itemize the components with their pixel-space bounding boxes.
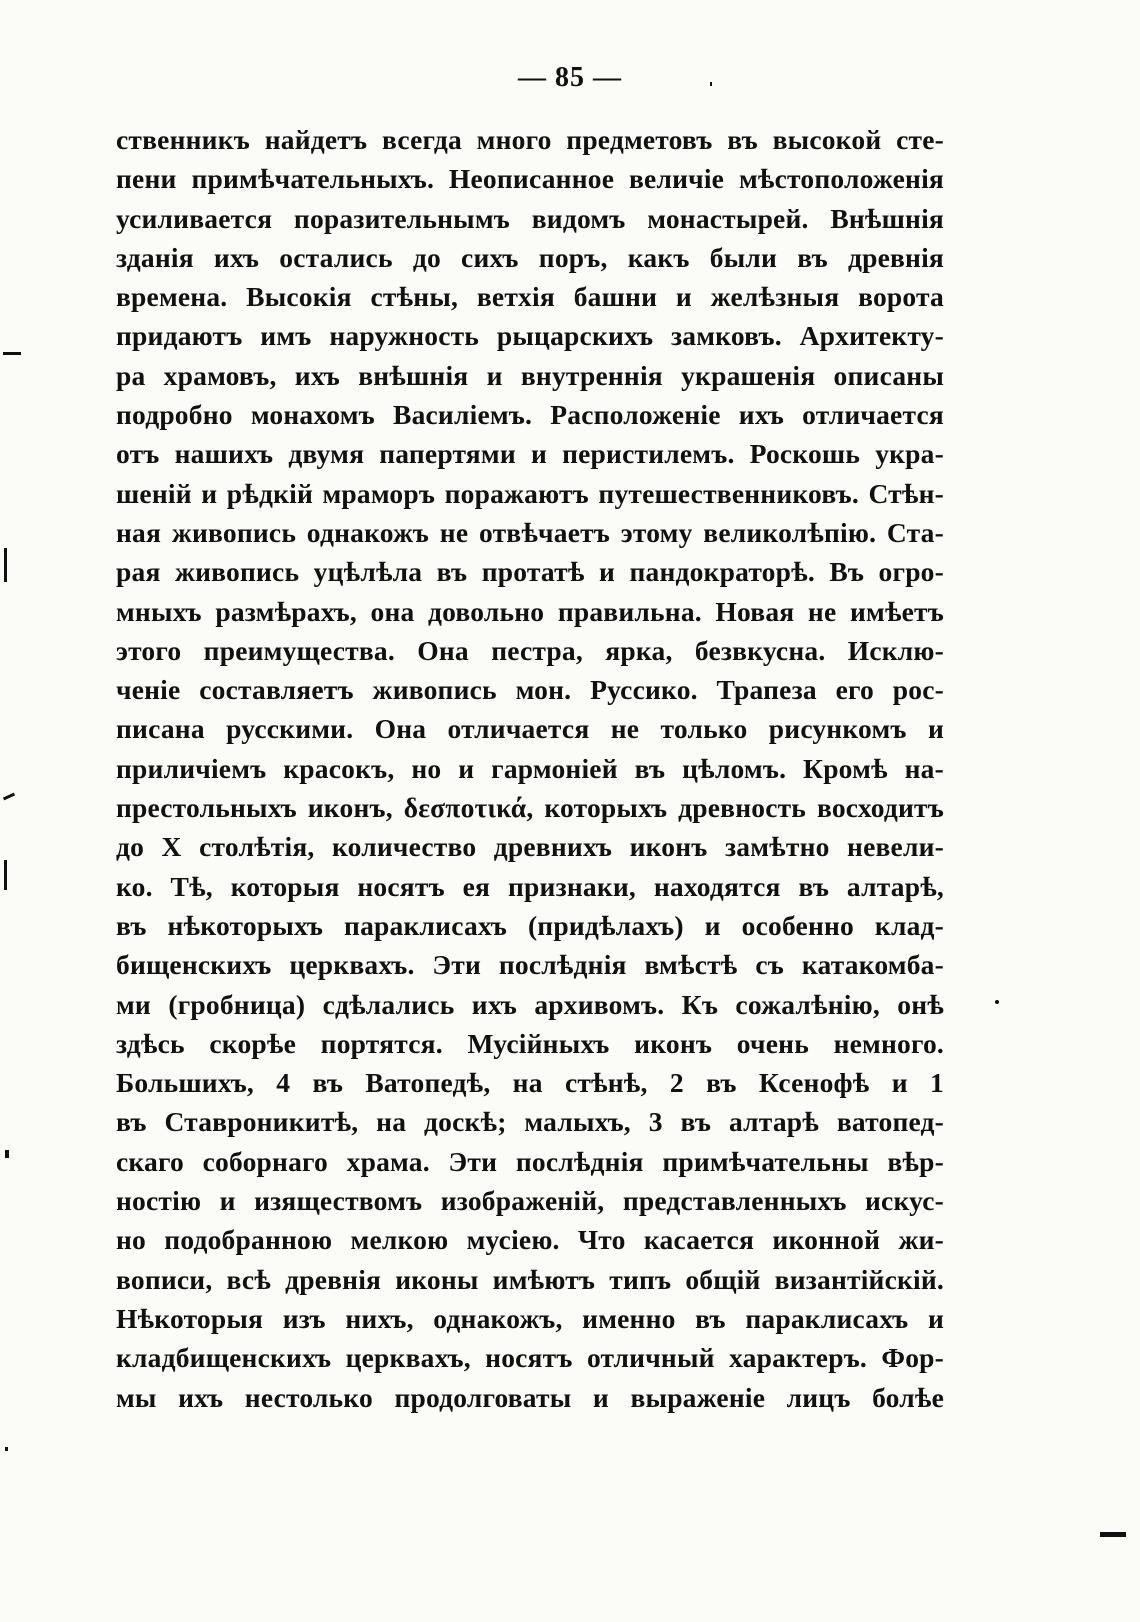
text-line: ная живопись однакожъ не отвѣчаетъ этому великолѣпію. Ста- — [116, 516, 944, 548]
text-line: кладбищенскихъ церквахъ, носятъ отличный характеръ. Фор- — [116, 1342, 944, 1374]
text-line: писана русскими. Она отличается не только рисункомъ и — [116, 713, 944, 745]
text-line: въ Ставроникитѣ, на доскѣ; малыхъ, 3 въ алтарѣ ватопед- — [116, 1106, 944, 1138]
text-line: времена. Высокія стѣны, ветхія башни и желѣзныя ворота — [116, 281, 944, 313]
scan-speck — [1100, 1532, 1126, 1537]
page-number: — 85 — — [518, 62, 622, 93]
text-line: ностію и изяществомъ изображеній, представленныхъ искус- — [116, 1185, 944, 1217]
text-line: ра храмовъ, ихъ внѣшнія и внутреннія украшенія описаны — [116, 359, 944, 391]
scan-speck — [995, 1000, 999, 1004]
text-line: бищенскихъ церквахъ. Эти послѣднія вмѣстѣ съ катакомба- — [116, 949, 944, 981]
text-line: подробно монахомъ Василіемъ. Расположеніе ихъ отличается — [116, 399, 944, 431]
text-line: мы ихъ нестолько продолговаты и выраженіе лицъ болѣе — [116, 1381, 944, 1413]
text-line: ми (гробница) сдѣлались ихъ архивомъ. Къ сожалѣнію, онѣ — [116, 988, 944, 1020]
scan-speck — [710, 82, 712, 86]
scan-speck — [3, 352, 21, 355]
text-line: Нѣкоторыя изъ нихъ, однакожъ, именно въ параклисахъ и — [116, 1302, 944, 1334]
scan-speck — [4, 860, 7, 890]
scan-speck — [4, 548, 7, 582]
scan-speck — [3, 793, 15, 801]
text-line: шеній и рѣдкій мраморъ поражаютъ путешественниковъ. Стѣн- — [116, 477, 944, 509]
text-line: отъ нашихъ двумя папертями и перистилемъ. Роскошь укра- — [116, 438, 944, 470]
text-line: въ нѣкоторыхъ параклисахъ (придѣлахъ) и особенно клад- — [116, 909, 944, 941]
text-line: ченіе составляетъ живопись мон. Руссико. Трапеза его рос- — [116, 674, 944, 706]
text-line: престольныхъ иконъ, δεσποτικά, которыхъ древность восходитъ — [116, 792, 944, 824]
text-line: до X столѣтія, количество древнихъ иконъ замѣтно невели- — [116, 831, 944, 863]
text-line: ко. Тѣ, которыя носятъ ея признаки, находятся въ алтарѣ, — [116, 870, 944, 902]
text-line: но подобранною мелкою мусіею. Что касается иконной жи- — [116, 1224, 944, 1256]
text-line: пени примѣчательныхъ. Неописанное величіе мѣстоположенія — [116, 163, 944, 195]
text-line: здѣсь скорѣе портятся. Мусійныхъ иконъ очень немного. — [116, 1027, 944, 1059]
text-line: ственникъ найдетъ всегда много предметовъ въ высокой сте- — [116, 124, 944, 155]
scan-speck — [5, 1447, 8, 1451]
text-line: этого преимущества. Она пестра, ярка, безвкусна. Исклю- — [116, 634, 944, 666]
text-line: усиливается поразительнымъ видомъ монастырей. Внѣшнія — [116, 202, 944, 234]
text-line: скаго соборнаго храма. Эти послѣднія примѣчательны вѣр- — [116, 1145, 944, 1177]
scan-speck — [5, 1150, 9, 1158]
text-line: приличіемъ красокъ, но и гармоніей въ цѣломъ. Кромѣ на- — [116, 752, 944, 784]
text-line: зданія ихъ остались до сихъ поръ, какъ были въ древнія — [116, 241, 944, 273]
text-line: рая живопись уцѣлѣла въ протатѣ и пандократорѣ. Въ огро- — [116, 556, 944, 588]
text-line: мныхъ размѣрахъ, она довольно правильна. Новая не имѣетъ — [116, 595, 944, 627]
text-line: придаютъ имъ наружность рыцарскихъ замковъ. Архитекту- — [116, 320, 944, 352]
text-line: вописи, всѣ древнія иконы имѣютъ типъ общій византійскій. — [116, 1263, 944, 1295]
text-line: Большихъ, 4 въ Ватопедѣ, на стѣнѣ, 2 въ Ксенофѣ и 1 — [116, 1067, 944, 1099]
body-text — [116, 120, 944, 1417]
